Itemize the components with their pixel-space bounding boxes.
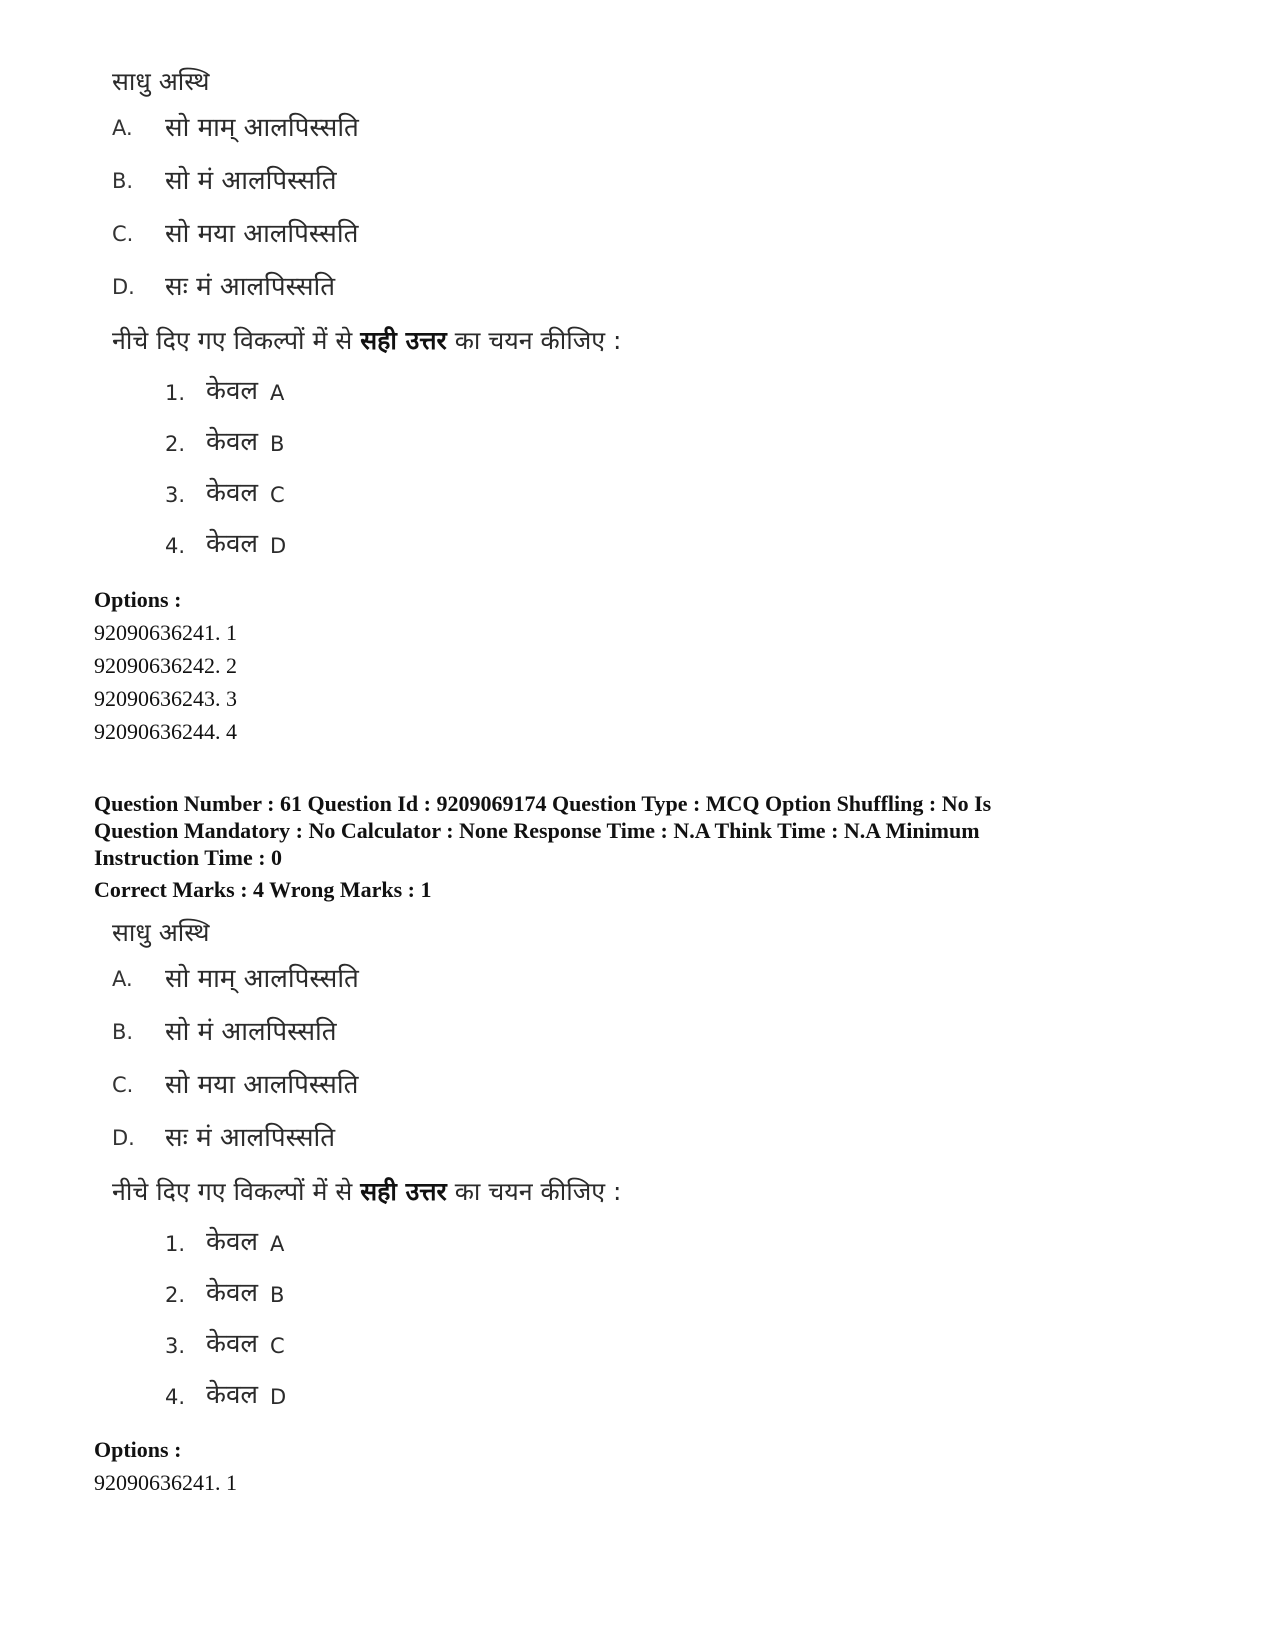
choice-option: C — [270, 1334, 285, 1358]
choice-number: 1. — [165, 1232, 186, 1256]
options-label: Options : — [94, 587, 182, 612]
question-metadata — [94, 790, 1094, 903]
choice-option: B — [270, 1283, 285, 1307]
choice-word: केवल — [206, 529, 259, 559]
statement-letter: B. — [112, 1020, 134, 1044]
statement-text: सो माम् आलपिस्सति — [165, 113, 359, 143]
question-heading: साधु अस्थि — [112, 67, 210, 96]
statement-letter: A. — [112, 967, 133, 991]
choice-option: D — [270, 1385, 287, 1409]
question-image-1 — [112, 62, 732, 572]
question-heading: साधु अस्थि — [112, 918, 210, 947]
statement-text: सो मं आलपिस्सति — [165, 1017, 337, 1047]
question-instruction — [112, 1165, 732, 1219]
option-line: 92090636243. 3 — [94, 686, 237, 711]
choice-4 — [112, 1372, 732, 1423]
choice-word: केवल — [206, 376, 259, 406]
choice-word: केवल — [206, 1227, 259, 1257]
statement-letter: B. — [112, 169, 134, 193]
instruction-post: का चयन कीजिए : — [446, 1177, 622, 1206]
choice-2 — [112, 1270, 732, 1321]
instruction-bold: सही उत्तर — [360, 1177, 447, 1206]
statement-letter: D. — [112, 1126, 135, 1150]
statement-text: सो मया आलपिस्सति — [165, 219, 359, 249]
option-line: 92090636241. 1 — [94, 620, 237, 645]
statement-b — [112, 155, 732, 208]
options-list-1 — [94, 584, 994, 748]
statement-letter: D. — [112, 275, 135, 299]
question-instruction — [112, 314, 732, 368]
question-image-2 — [112, 913, 732, 1423]
choice-number: 2. — [165, 432, 186, 456]
option-line: 92090636242. 2 — [94, 653, 237, 678]
choice-4 — [112, 521, 732, 572]
choice-number: 2. — [165, 1283, 186, 1307]
choice-number: 1. — [165, 381, 186, 405]
statement-letter: C. — [112, 1073, 134, 1097]
option-line: 92090636241. 1 — [94, 1470, 237, 1495]
choice-3 — [112, 1321, 732, 1372]
metadata-line: Question Number : 61 Question Id : 9209069174 Question Type : MCQ Option Shuffling : No Is — [94, 791, 992, 816]
choice-3 — [112, 470, 732, 521]
statement-letter: C. — [112, 222, 134, 246]
choice-option: A — [270, 1232, 285, 1256]
statement-text: सो माम् आलपिस्सति — [165, 964, 359, 994]
statement-text: सो मं आलपिस्सति — [165, 166, 337, 196]
choice-number: 3. — [165, 1334, 186, 1358]
metadata-line: Question Mandatory : No Calculator : None Response Time : N.A Think Time : N.A Minimum — [94, 818, 980, 843]
statement-text: सो मया आलपिस्सति — [165, 1070, 359, 1100]
choice-option: A — [270, 381, 285, 405]
marks-line: Correct Marks : 4 Wrong Marks : 1 — [94, 877, 432, 902]
choice-option: C — [270, 483, 285, 507]
instruction-pre: नीचे दिए गए विकल्पों में से — [112, 326, 361, 355]
statement-c — [112, 208, 732, 261]
instruction-pre: नीचे दिए गए विकल्पों में से — [112, 1177, 361, 1206]
instruction-bold: सही उत्तर — [360, 326, 447, 355]
choice-option: B — [270, 432, 285, 456]
choice-2 — [112, 419, 732, 470]
metadata-line: Instruction Time : 0 — [94, 845, 283, 870]
instruction-post: का चयन कीजिए : — [446, 326, 622, 355]
options-list-2 — [94, 1434, 994, 1499]
statement-d — [112, 1112, 732, 1165]
statement-text: सः मं आलपिस्सति — [165, 1123, 336, 1153]
choice-number: 4. — [165, 534, 186, 558]
choice-word: केवल — [206, 1380, 259, 1410]
statement-letter: A. — [112, 116, 133, 140]
choice-1 — [112, 1219, 732, 1270]
choice-1 — [112, 368, 732, 419]
choice-option: D — [270, 534, 287, 558]
choice-number: 4. — [165, 1385, 186, 1409]
choice-word: केवल — [206, 1278, 259, 1308]
choice-word: केवल — [206, 427, 259, 457]
statement-text: सः मं आलपिस्सति — [165, 272, 336, 302]
statement-a — [112, 953, 732, 1006]
choice-word: केवल — [206, 1329, 259, 1359]
statement-a — [112, 102, 732, 155]
options-label: Options : — [94, 1437, 182, 1462]
option-line: 92090636244. 4 — [94, 719, 237, 744]
statement-b — [112, 1006, 732, 1059]
statement-c — [112, 1059, 732, 1112]
statement-d — [112, 261, 732, 314]
choice-number: 3. — [165, 483, 186, 507]
choice-word: केवल — [206, 478, 259, 508]
